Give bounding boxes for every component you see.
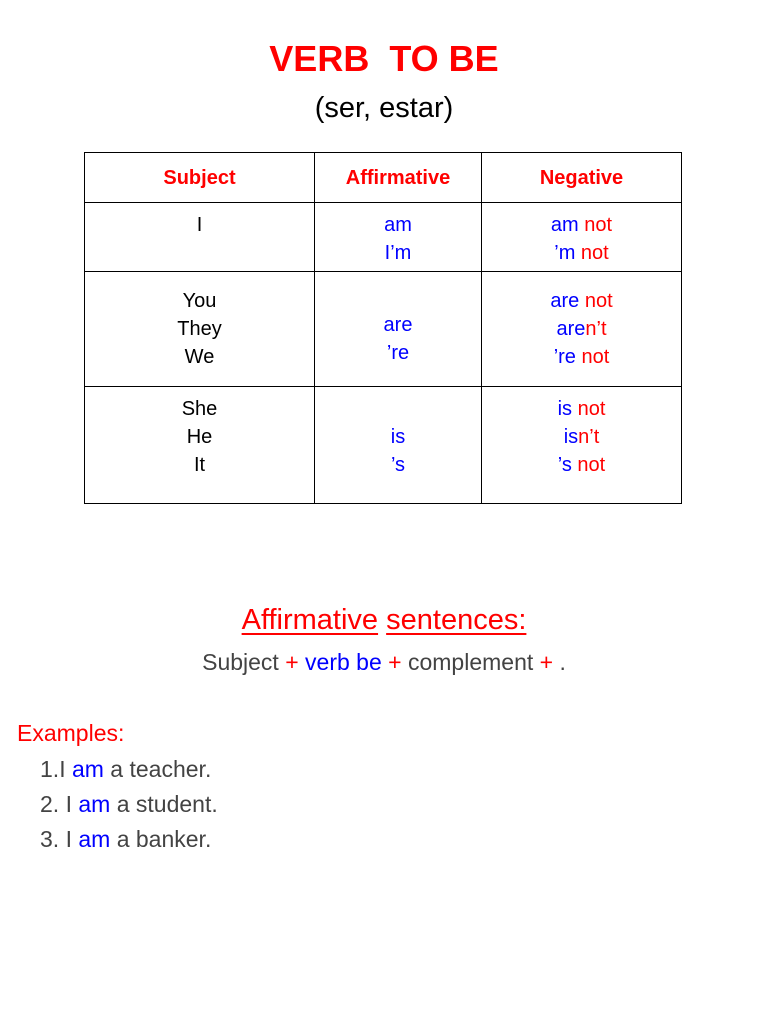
negative-cell	[482, 272, 682, 387]
subject-pronoun: She	[181, 398, 218, 420]
affirmative-form: is	[390, 426, 406, 448]
negative-short: ’s not	[557, 454, 606, 476]
subject-pronoun: He	[186, 426, 213, 448]
example-number: 1.	[40, 756, 60, 782]
affirmative-cell	[315, 272, 482, 387]
affirmative-form: am	[384, 214, 412, 236]
header-negative: Negative	[482, 153, 682, 203]
negative-contraction: aren’t	[556, 318, 607, 340]
page-subtitle: (ser, estar)	[314, 92, 454, 124]
example-number: 2.	[40, 791, 66, 817]
table-row	[85, 203, 682, 272]
negative-contraction: isn’t	[563, 426, 600, 448]
negative-form: is not	[557, 398, 606, 420]
negative-form: am not	[550, 214, 613, 236]
table-row	[85, 387, 682, 504]
affirmative-contraction: I’m	[384, 242, 412, 264]
example-subject: I	[65, 826, 79, 852]
formula-plus: +	[539, 649, 554, 675]
example-verb: am	[78, 791, 111, 817]
formula-plus: +	[285, 649, 299, 675]
example-verb: am	[71, 756, 104, 782]
subject-cell	[85, 272, 315, 387]
affirmative-sentences-heading	[0, 604, 768, 637]
formula-subject: Subject	[202, 649, 286, 675]
subject-cell	[85, 203, 315, 272]
example-subject: I	[65, 791, 79, 817]
page-title: VERB TO BE	[269, 38, 499, 79]
example-item	[40, 756, 211, 783]
negative-short: ’re not	[553, 346, 610, 368]
negative-cell	[482, 203, 682, 272]
table-row	[85, 272, 682, 387]
sentence-formula	[0, 649, 768, 676]
example-rest: a student.	[110, 791, 218, 817]
example-subject: I	[59, 756, 72, 782]
example-item	[40, 791, 218, 818]
subject-pronoun: It	[193, 454, 206, 476]
example-item	[40, 826, 211, 853]
examples-label: Examples:	[17, 720, 125, 746]
subject-pronoun: You	[182, 290, 217, 312]
negative-contraction: ’m not	[554, 242, 609, 264]
formula-complement: complement	[401, 649, 540, 675]
affirmative-contraction: ’s	[390, 454, 406, 476]
verb-to-be-table	[84, 152, 682, 504]
subject-pronoun: They	[177, 318, 222, 340]
heading-word-sentences: sentences:	[386, 604, 527, 636]
affirmative-cell	[315, 203, 482, 272]
affirmative-form: are	[383, 314, 413, 336]
affirmative-cell	[315, 387, 482, 504]
subject-cell	[85, 387, 315, 504]
table-header-row	[85, 153, 682, 203]
header-subject: Subject	[85, 153, 315, 203]
negative-form: are not	[550, 290, 613, 312]
example-number: 3.	[40, 826, 66, 852]
example-rest: a banker.	[110, 826, 212, 852]
formula-period: .	[553, 649, 566, 675]
header-affirmative: Affirmative	[315, 153, 482, 203]
heading-word-affirmative: Affirmative	[241, 604, 379, 636]
affirmative-contraction: ’re	[386, 342, 410, 364]
subject-pronoun: I	[196, 214, 203, 236]
example-verb: am	[78, 826, 111, 852]
subject-pronoun: We	[184, 346, 215, 368]
negative-cell	[482, 387, 682, 504]
formula-plus: +	[388, 649, 402, 675]
formula-verb: verb be	[298, 649, 389, 675]
example-rest: a teacher.	[103, 756, 212, 782]
